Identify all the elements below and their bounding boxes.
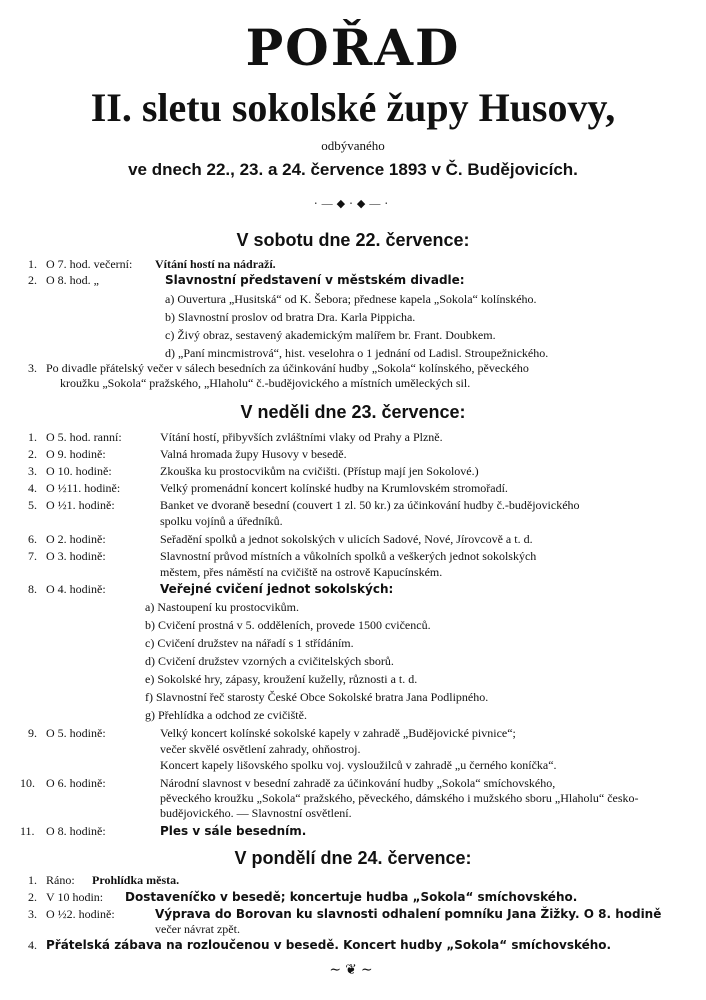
item-time: O 8. hodině: — [46, 824, 106, 838]
item-time: O 8. hod. „ — [46, 273, 99, 287]
sub-item: a) Nastoupení ku prostocvikům. — [145, 600, 299, 614]
item-number: 10. — [20, 776, 35, 790]
sub-item: c) Cvičení družstev na nářadí s 1 střídáním. — [145, 636, 354, 650]
day-heading-saturday: V sobotu dne 22. července: — [236, 230, 470, 250]
ornament-bottom: ∼❦∼ — [329, 963, 377, 978]
item-text: Koncert kapely lišovského spolku voj. vysloužilců v zahradě „u černého koníčka“. — [160, 758, 557, 772]
item-number: 1. — [28, 257, 37, 271]
item-number: 2. — [28, 890, 37, 904]
item-number: 3. — [28, 361, 37, 375]
sub-item: e) Sokolské hry, zápasy, kroužení kuželly, různosti a t. d. — [145, 672, 418, 686]
item-text: Národní slavnost v besední zahradě za účinkování hudby „Sokola“ smíchovského, — [160, 776, 556, 790]
item-number: 7. — [28, 549, 37, 563]
day-heading-monday: V pondělí dne 24. července: — [234, 848, 472, 868]
item-number: 2. — [28, 273, 37, 287]
item-text: Dostaveníčko v besedě; koncertuje hudba „Sokola“ smíchovského. — [125, 890, 578, 904]
item-time: O 5. hod. ranní: — [46, 430, 122, 444]
item-time: O 9. hodině: — [46, 447, 106, 461]
item-time: O ½1. hodině: — [46, 498, 115, 512]
item-number: 3. — [28, 907, 37, 921]
item-text: Přátelská zábava na rozloučenou v besedě. Koncert hudby „Sokola“ smíchovského. — [46, 938, 612, 952]
item-text: Ples v sále besedním. — [160, 824, 307, 838]
item-number: 5. — [28, 498, 37, 512]
item-text: Prohlídka města. — [92, 873, 180, 887]
sub-item: b) Cvičení prostná v 5. odděleních, provede 1500 cvičenců. — [145, 618, 431, 632]
item-text: Valná hromada župy Husovy v besedě. — [160, 447, 347, 461]
item-number: 11. — [20, 824, 35, 838]
item-number: 1. — [28, 873, 37, 887]
item-time: O 7. hod. večerní: — [46, 257, 133, 271]
item-text: pěveckého kroužku „Sokola“ pražského, pěveckého, dámského i mužského sboru „Hlaholu“ česko- — [160, 791, 639, 805]
date-line: ve dnech 22., 23. a 24. července 1893 v Č. Budějovicích. — [128, 160, 578, 179]
sub-item: b) Slavnostní proslov od bratra Dra. Karla Pippicha. — [165, 310, 416, 324]
item-number: 3. — [28, 464, 37, 478]
item-time: O 4. hodině: — [46, 582, 106, 596]
item-time: V 10 hodin: — [46, 890, 104, 904]
item-text: Banket ve dvoraně besední (couvert 1 zl. 50 kr.) za účinkování hudby č.-budějovického — [160, 498, 580, 512]
item-text: budějovického. — Slavnostní osvětlení. — [160, 806, 352, 820]
day-heading-sunday: V neděli dne 23. července: — [240, 402, 466, 422]
item-text: Zkouška ku prostocvikům na cvičišti. (Přístup mají jen Sokolové.) — [160, 464, 479, 478]
item-text: městem, přes náměstí na cvičiště na ostrově Kapucínském. — [160, 565, 443, 579]
item-text: Slavnostní průvod místních a vůkolních spolků a veškerých jednot sokolských — [160, 549, 537, 563]
item-number: 2. — [28, 447, 37, 461]
page-subtitle: II. sletu sokolské župy Husovy, — [90, 85, 616, 130]
item-text: Slavnostní představení v městském divadle: — [165, 273, 465, 287]
item-text: Velký promenádní koncert kolínské hudby na Krumlovském stromořadí. — [160, 481, 508, 495]
item-text: večer skvělé osvětlení zahrady, ohňostroj. — [160, 742, 361, 756]
item-number: 4. — [28, 481, 37, 495]
item-text: Vítání hostí, přibyvších zvláštními vlaky od Prahy a Plzně. — [160, 430, 443, 444]
item-text: kroužku „Sokola“ pražského, „Hlaholu“ č.-budějovického a místních uměleckých sil. — [60, 376, 471, 390]
item-text: večer návrat zpět. — [155, 922, 240, 936]
ornament-top: ⋅—◆⋅◆—⋅ — [313, 198, 393, 210]
item-number: 1. — [28, 430, 37, 444]
sub-item: a) Ouvertura „Husitská“ od K. Šebora; přednese kapela „Sokola“ kolínského. — [165, 292, 537, 306]
sub-item: g) Přehlídka a odchod ze cvičiště. — [145, 708, 307, 722]
sub-item: f) Slavnostní řeč starosty České Obce Sokolské bratra Jana Podlipného. — [145, 690, 489, 704]
item-text: Vítání hostí na nádraží. — [155, 257, 276, 271]
item-time: O 6. hodině: — [46, 776, 106, 790]
sub-item: d) „Paní mincmistrová“, hist. veselohra o 1 jednání od Ladisl. Stroupežnického. — [165, 346, 549, 360]
item-time: O ½11. hodině: — [46, 481, 121, 495]
item-text: Velký koncert kolínské sokolské kapely v zahradě „Budějovické pivnice“; — [160, 726, 516, 740]
item-time: O ½2. hodině: — [46, 907, 115, 921]
subtitle-small: odbývaného — [321, 138, 385, 153]
item-number: 6. — [28, 532, 37, 546]
item-text: Veřejné cvičení jednot sokolských: — [160, 582, 394, 596]
item-time: O 3. hodině: — [46, 549, 106, 563]
item-time: Ráno: — [46, 873, 75, 887]
item-time: O 10. hodině: — [46, 464, 112, 478]
item-number: 8. — [28, 582, 37, 596]
item-text: Seřadění spolků a jednot sokolských v ulicích Sadové, Nové, Jírovcově a t. d. — [160, 532, 533, 546]
page-title: POŘAD — [245, 18, 461, 77]
item-time: O 5. hodině: — [46, 726, 106, 740]
sub-item: c) Živý obraz, sestavený akademickým malířem br. Frant. Doubkem. — [165, 328, 496, 342]
item-text: spolku vojínů a úředníků. — [160, 514, 283, 528]
item-number: 9. — [28, 726, 37, 740]
item-text: Po divadle přátelský večer v sálech besedních za účinkování hudby „Sokola“ kolínského, pěveckého — [46, 361, 529, 375]
sub-item: d) Cvičení družstev vzorných a cvičitelských sborů. — [145, 654, 394, 668]
item-time: O 2. hodině: — [46, 532, 106, 546]
item-number: 4. — [28, 938, 37, 952]
item-text: Výprava do Borovan ku slavnosti odhalení pomníku Jana Žižky. O 8. hodině — [155, 907, 662, 921]
